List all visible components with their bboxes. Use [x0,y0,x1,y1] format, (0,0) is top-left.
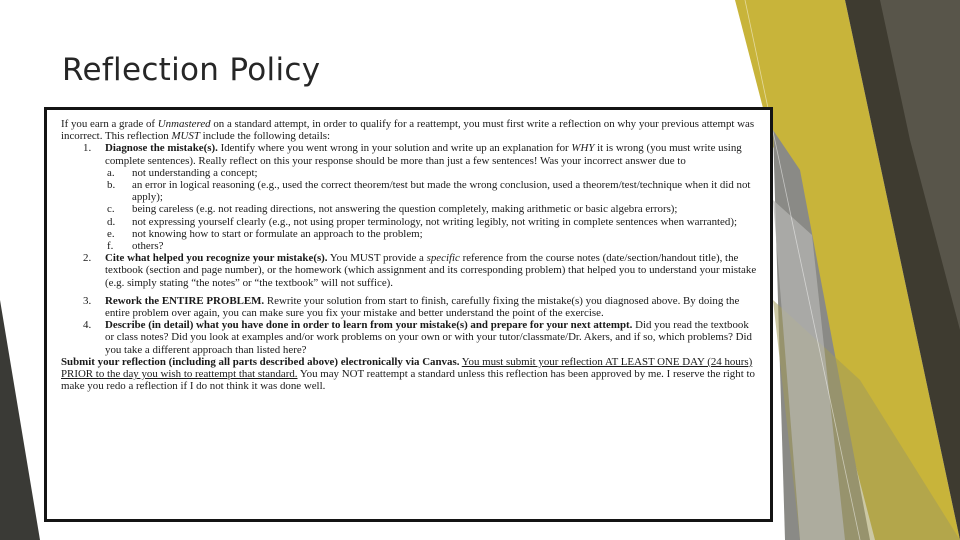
item-number: 3. [83,294,92,307]
slide-title: Reflection Policy [62,52,321,88]
sub-item-f: f. others? [107,240,164,253]
sub-item-c: c. being careless (e.g. not reading directions, not answering the question completely, making arithmetic or basic algebra errors); [107,203,678,216]
item-heading: Rework the ENTIRE PROBLEM. [105,294,265,307]
sub-item-e: e. not knowing how to start or formulate an approach to the problem; [107,227,423,240]
policy-document [44,107,773,522]
item-number: 1. [83,142,92,155]
list-item-describe: 4. Describe (in detail) what you have done in order to learn from your mistake(s) and prepare for your next attempt. Did you read the textbook or class notes? Did you look at examples and/or work problems on your own or with your tutor/classmate/Dr. Akers, and if so, which problems? Did you take a different approach than listed here? [83,319,752,356]
intro-paragraph: If you earn a grade of Unmastered on a standard attempt, in order to qualify for a reattempt, you must first write a reflection on why your previous attempt was incorrect. This reflection MUST include the following details: [61,118,755,143]
closing-paragraph: Submit your reflection (including all parts described above) electronically via Canvas. You must submit your reflection AT LEAST ONE DAY (24 hours) PRIOR to the day you wish to reattempt that standard. You may NOT reattempt a standard unless this reflection has been approved by me. I reserve the right to make you redo a reflection if I do not think it was done well. [61,355,755,393]
sub-item-a: a. not understanding a concept; [107,166,258,179]
list-item-rework: 3. Rework the ENTIRE PROBLEM. Rewrite your solution from start to finish, carefully fixing the mistake(s) you diagnosed above. By doing the entire problem over again, you can make sure you fix your mistake and better understand the point of the exercise. [83,294,740,320]
list-item-cite: 2. Cite what helped you recognize your mistake(s). You MUST provide a specific reference from the course notes (date/section/handout title), the textbook (section and page number), or the homework (which assignment and its corresponding problem) that helped you to understand your mistake (e.g. simply stating “the notes” or “the textbook” will not suffice). [83,252,757,289]
item-heading: Cite what helped you recognize your mistake(s). [105,252,328,265]
list-item-diagnose: 1. Diagnose the mistake(s). Identify where you went wrong in your solution and write up an explanation for WHY it is wrong (you must write using complete sentences). Really reflect on this your response should be more than just a few sentences! Was your incorrect answer due to [83,142,742,167]
item-number: 2. [83,252,92,265]
item-heading: Diagnose the mistake(s). [105,142,218,155]
item-number: 4. [83,319,92,332]
item-heading: Describe (in detail) what you have done in order to learn from your mistake(s) and prepare for your next attempt. [105,319,633,332]
sub-item-b: b. an error in logical reasoning (e.g., used the correct theorem/test but made the wrong conclusion, used a theorem/test/technique when it did not apply); [107,179,751,204]
sub-item-d: d. not expressing yourself clearly (e.g., not using proper terminology, not writing legibly, not writing in complete sentences when warranted); [107,215,737,228]
left-dark-triangle [0,300,40,540]
